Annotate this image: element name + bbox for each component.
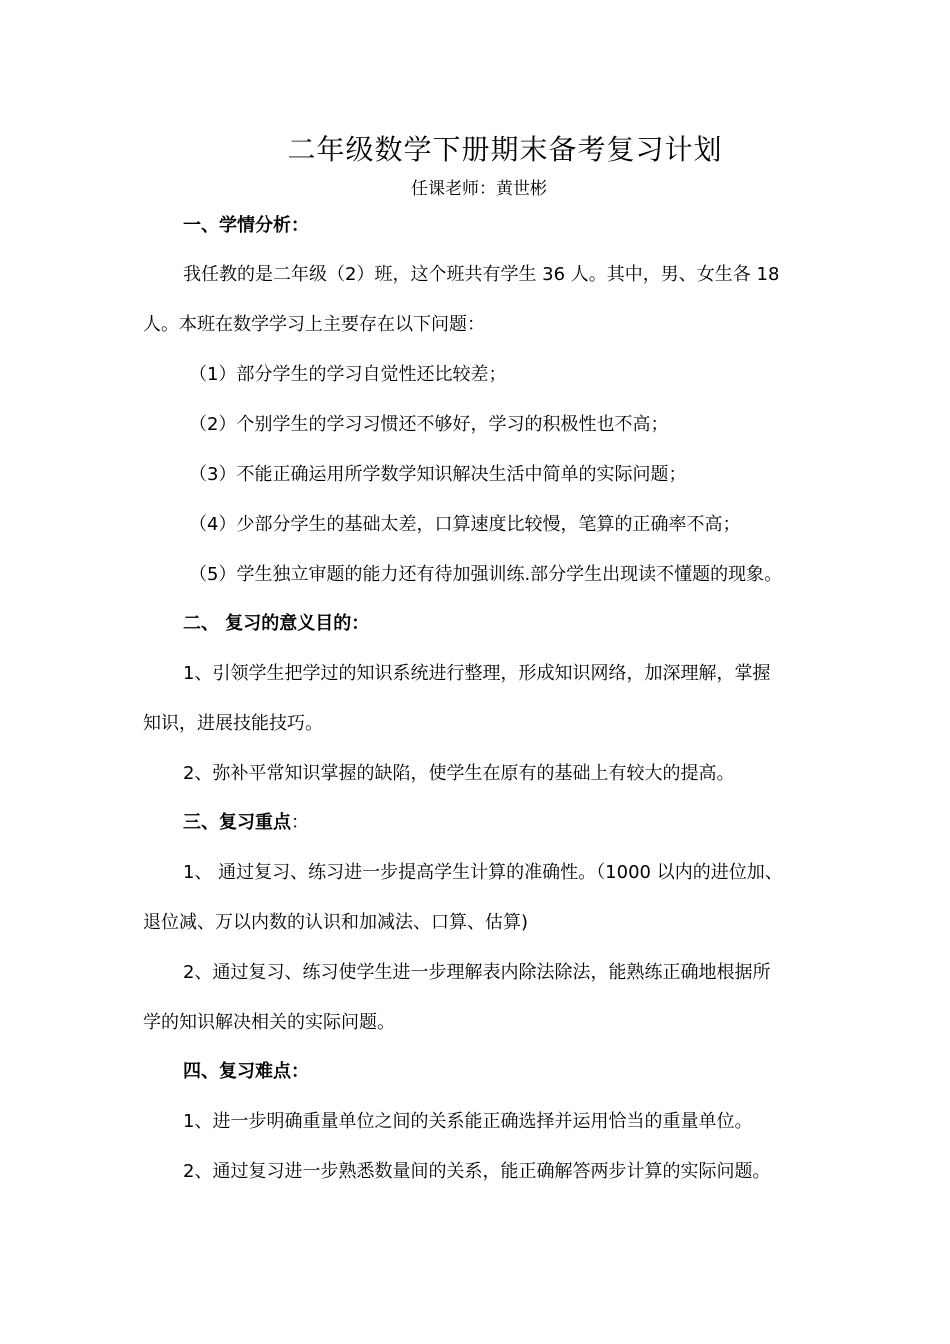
paragraph-line: 知识，进展技能技巧。 <box>143 713 323 734</box>
paragraph-line: 2、弥补平常知识掌握的缺陷，使学生在原有的基础上有较大的提高。 <box>183 763 735 784</box>
section-heading-4: 四、复习难点： <box>183 1061 309 1082</box>
section-heading-3-text: 三、复习重点 <box>183 812 291 833</box>
paragraph-line: 1、 通过复习、练习进一步提高学生计算的准确性。（1000 以内的进位加、 <box>183 862 783 883</box>
list-item: （1）部分学生的学习自觉性还比较差； <box>189 364 507 385</box>
list-item: （2）个别学生的学习习惯还不够好，学习的积极性也不高； <box>189 414 669 435</box>
paragraph-line: 我任教的是二年级（2）班，这个班共有学生 36 人。其中，男、女生各 18 <box>183 264 780 285</box>
paragraph-line: 2、通过复习、练习使学生进一步理解表内除法除法，能熟练正确地根据所 <box>183 962 771 983</box>
section-heading-1: 一、学情分析： <box>183 215 309 236</box>
paragraph-line: 1、引领学生把学过的知识系统进行整理，形成知识网络，加深理解，掌握 <box>183 663 771 684</box>
paragraph-line: 人。本班在数学学习上主要存在以下问题： <box>143 314 485 335</box>
section-heading-3-colon: ： <box>291 812 309 833</box>
section-heading-3 <box>183 811 309 835</box>
document-title: 二年级数学下册期末备考复习计划 <box>287 133 723 166</box>
paragraph-line: 退位减、万以内数的认识和加减法、口算、估算) <box>143 912 529 933</box>
list-item: （3）不能正确运用所学数学知识解决生活中简单的实际问题； <box>189 464 687 485</box>
paragraph-line: 2、通过复习进一步熟悉数量间的关系，能正确解答两步计算的实际问题。 <box>183 1161 771 1182</box>
teacher-line: 任课老师：黄世彬 <box>411 179 547 199</box>
paragraph-line: 1、进一步明确重量单位之间的关系能正确选择并运用恰当的重量单位。 <box>183 1111 753 1132</box>
paragraph-line: 学的知识解决相关的实际问题。 <box>143 1012 395 1033</box>
list-item: （4）少部分学生的基础太差，口算速度比较慢，笔算的正确率不高； <box>189 514 741 535</box>
list-item: （5）学生独立审题的能力还有待加强训练.部分学生出现读不懂题的现象。 <box>189 564 783 585</box>
section-heading-2: 二、 复习的意义目的： <box>183 613 370 634</box>
